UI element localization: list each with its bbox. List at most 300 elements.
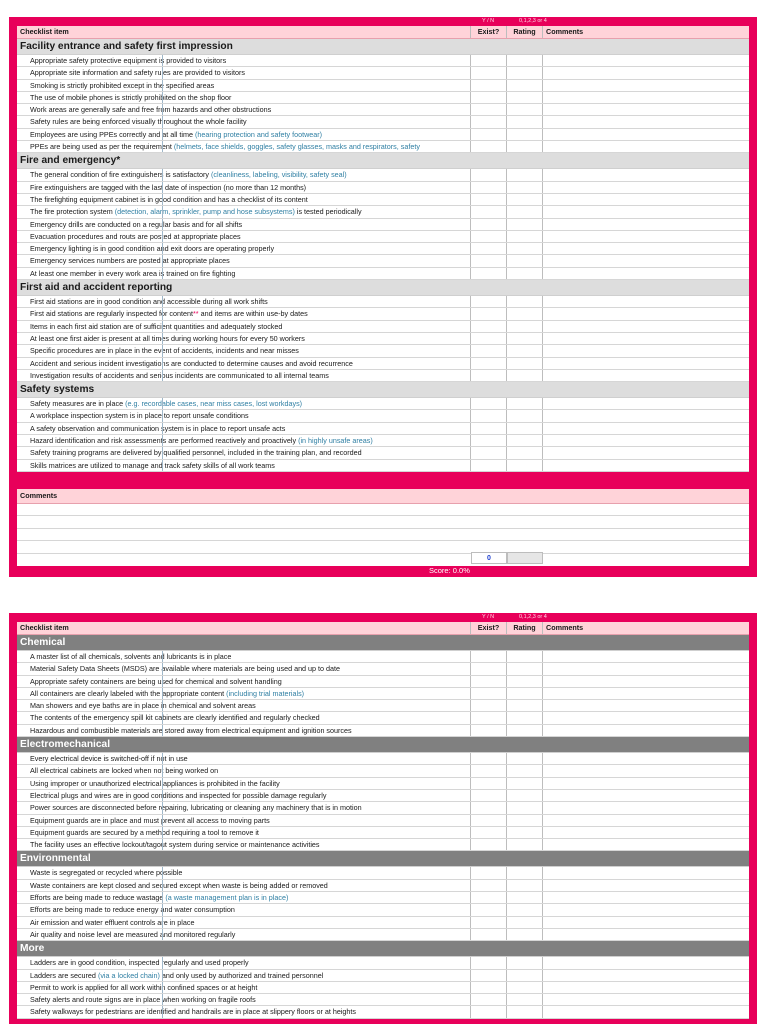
exist-cell[interactable]	[471, 333, 507, 344]
comment-cell[interactable]	[543, 725, 749, 736]
rating-cell[interactable]	[507, 333, 543, 344]
column-guide	[162, 296, 163, 307]
exist-cell[interactable]	[471, 827, 507, 838]
rating-cell[interactable]	[507, 778, 543, 789]
column-guide	[162, 778, 163, 789]
checklist-row	[17, 333, 749, 345]
checklist-row	[17, 308, 749, 320]
exist-cell[interactable]	[471, 67, 507, 78]
rating-cell[interactable]	[507, 182, 543, 193]
exist-cell[interactable]	[471, 129, 507, 140]
rating-cell[interactable]	[507, 92, 543, 103]
rating-cell[interactable]	[507, 651, 543, 662]
rating-cell[interactable]	[507, 55, 543, 66]
checklist-row	[17, 929, 749, 941]
section-title: More	[17, 941, 749, 957]
exist-cell[interactable]	[471, 231, 507, 242]
exist-cell[interactable]	[471, 243, 507, 254]
item-label: A safety observation and communication system is in place to report unsafe acts	[30, 423, 286, 433]
comment-cell[interactable]	[543, 243, 749, 254]
column-guide	[162, 867, 163, 878]
checklist-item-text	[17, 370, 471, 381]
comment-cell[interactable]	[543, 370, 749, 381]
rating-cell[interactable]	[507, 712, 543, 723]
comment-cell[interactable]	[543, 358, 749, 369]
exist-total: 0	[471, 552, 507, 564]
rating-cell[interactable]	[507, 929, 543, 940]
exist-cell[interactable]	[471, 982, 507, 993]
rating-cell[interactable]	[507, 970, 543, 981]
rating-cell[interactable]	[507, 370, 543, 381]
comment-cell[interactable]	[543, 345, 749, 356]
comment-cell[interactable]	[543, 700, 749, 711]
exist-cell[interactable]	[471, 206, 507, 217]
rating-total	[507, 552, 543, 564]
item-label: At least one first aider is present at all times during working hours for every 50 workers	[30, 333, 305, 343]
item-label: The fire protection system	[30, 207, 115, 217]
checklist-item-text	[17, 892, 471, 903]
checklist-item-text	[17, 712, 471, 723]
item-label: Equipment guards are in place and must prevent all access to moving parts	[30, 815, 270, 825]
checklist-item-text	[17, 982, 471, 993]
checklist-item-text	[17, 839, 471, 850]
comment-cell[interactable]	[543, 268, 749, 279]
comment-cell[interactable]	[543, 994, 749, 1005]
exist-cell[interactable]	[471, 55, 507, 66]
checklist-row	[17, 778, 749, 790]
checklist-item-text	[17, 219, 471, 230]
comment-cell[interactable]	[543, 410, 749, 421]
comments-line[interactable]	[17, 529, 749, 541]
checklist-item-text	[17, 790, 471, 801]
score-label: Score:	[429, 566, 451, 575]
exist-cell[interactable]	[471, 141, 507, 152]
comments-line[interactable]	[17, 516, 749, 528]
exist-cell[interactable]	[471, 815, 507, 826]
exist-cell[interactable]	[471, 802, 507, 813]
column-guide	[162, 67, 163, 78]
item-label-tail: is tested periodically	[294, 207, 362, 217]
exist-cell[interactable]	[471, 917, 507, 928]
header-rating: Rating	[507, 26, 543, 38]
checklist-row	[17, 55, 749, 67]
exist-cell[interactable]	[471, 255, 507, 266]
legend-yn: Y / N	[482, 18, 495, 24]
item-label: The facility uses an effective lockout/tagout system during service or maintenance activities	[30, 840, 320, 850]
column-guide	[162, 308, 163, 319]
comment-cell[interactable]	[543, 308, 749, 319]
comment-cell[interactable]	[543, 880, 749, 891]
rating-cell[interactable]	[507, 129, 543, 140]
rating-cell[interactable]	[507, 308, 543, 319]
comment-cell[interactable]	[543, 219, 749, 230]
item-label: First aid stations are regularly inspected for content	[30, 309, 193, 319]
exist-cell[interactable]	[471, 970, 507, 981]
comment-cell[interactable]	[543, 398, 749, 409]
item-label: The firefighting equipment cabinet is in good condition and has a checklist of its content	[30, 194, 308, 204]
item-label: Work areas are generally safe and free from hazards and other obstructions	[30, 105, 272, 115]
exist-cell[interactable]	[471, 765, 507, 776]
checklist-row	[17, 663, 749, 675]
checklist-row	[17, 116, 749, 128]
item-label: Equipment guards are secured by a method requiring a tool to remove it	[30, 827, 259, 837]
exist-cell[interactable]	[471, 651, 507, 662]
rating-cell[interactable]	[507, 802, 543, 813]
rating-cell[interactable]	[507, 243, 543, 254]
checklist-row	[17, 410, 749, 422]
comment-cell[interactable]	[543, 231, 749, 242]
rating-cell[interactable]	[507, 104, 543, 115]
checklist-row	[17, 296, 749, 308]
checklist-item-text	[17, 802, 471, 813]
exist-cell[interactable]	[471, 169, 507, 180]
rating-cell[interactable]	[507, 296, 543, 307]
rating-cell[interactable]	[507, 994, 543, 1005]
checklist-item-text	[17, 423, 471, 434]
comment-cell[interactable]	[543, 460, 749, 471]
comment-cell[interactable]	[543, 778, 749, 789]
rating-cell[interactable]	[507, 460, 543, 471]
rating-cell[interactable]	[507, 116, 543, 127]
exist-cell[interactable]	[471, 116, 507, 127]
column-guide	[162, 104, 163, 115]
rating-cell[interactable]	[507, 700, 543, 711]
exist-cell[interactable]	[471, 460, 507, 471]
checklist-table	[17, 622, 749, 1019]
item-label: Efforts are being made to reduce wastage	[30, 893, 166, 903]
rating-cell[interactable]	[507, 892, 543, 903]
item-label: Using improper or unauthorized electrical appliances is prohibited in the facility	[30, 778, 280, 788]
exist-cell[interactable]	[471, 839, 507, 850]
checklist-item-text	[17, 880, 471, 891]
comment-cell[interactable]	[543, 169, 749, 180]
rating-cell[interactable]	[507, 765, 543, 776]
column-guide	[162, 982, 163, 993]
comment-cell[interactable]	[543, 206, 749, 217]
comment-cell[interactable]	[543, 321, 749, 332]
checklist-row	[17, 917, 749, 929]
rating-cell[interactable]	[507, 398, 543, 409]
column-guide	[162, 815, 163, 826]
rating-cell[interactable]	[507, 1006, 543, 1017]
rating-cell[interactable]	[507, 169, 543, 180]
column-guide	[162, 892, 163, 903]
exist-cell[interactable]	[471, 957, 507, 968]
checklist-item-text	[17, 182, 471, 193]
exist-cell[interactable]	[471, 1006, 507, 1017]
rating-cell[interactable]	[507, 447, 543, 458]
exist-cell[interactable]	[471, 345, 507, 356]
checklist-item-text	[17, 815, 471, 826]
checklist-row	[17, 92, 749, 104]
comment-cell[interactable]	[543, 929, 749, 940]
item-label: All containers are clearly labeled with the appropriate content	[30, 688, 227, 698]
exist-cell[interactable]	[471, 80, 507, 91]
rating-cell[interactable]	[507, 231, 543, 242]
comment-cell[interactable]	[543, 904, 749, 915]
checklist-row	[17, 370, 749, 382]
checklist-table	[17, 26, 749, 472]
item-label: Material Safety Data Sheets (MSDS) are available where materials are being used and up to date	[30, 664, 341, 674]
rating-cell[interactable]	[507, 839, 543, 850]
comment-cell[interactable]	[543, 712, 749, 723]
item-note: (helmets, face shields, goggles, safety glasses, masks and respirators, safety	[173, 142, 420, 152]
comment-cell[interactable]	[543, 141, 749, 152]
comment-cell[interactable]	[543, 957, 749, 968]
comment-cell[interactable]	[543, 827, 749, 838]
comment-cell[interactable]	[543, 116, 749, 127]
exist-cell[interactable]	[471, 182, 507, 193]
item-label: Electrical plugs and wires are in good conditions and inspected for possible damage regularly	[30, 790, 327, 800]
comment-cell[interactable]	[543, 92, 749, 103]
exist-cell[interactable]	[471, 676, 507, 687]
column-guide	[162, 206, 163, 217]
rating-cell[interactable]	[507, 957, 543, 968]
item-label: Safety walkways for pedestrians are identified and handrails are in place at slippery floors or at heights	[30, 1007, 357, 1017]
comment-cell[interactable]	[543, 663, 749, 674]
checklist-item-text	[17, 1006, 471, 1017]
column-guide	[162, 255, 163, 266]
checklist-row	[17, 651, 749, 663]
checklist-item-text	[17, 169, 471, 180]
rating-cell[interactable]	[507, 917, 543, 928]
comment-cell[interactable]	[543, 435, 749, 446]
item-label: Skills matrices are utilized to manage and track safety skills of all work teams	[30, 460, 275, 470]
checklist-row	[17, 892, 749, 904]
comment-cell[interactable]	[543, 423, 749, 434]
checklist-row	[17, 700, 749, 712]
rating-cell[interactable]	[507, 358, 543, 369]
column-guide	[162, 268, 163, 279]
header-comments: Comments	[546, 623, 584, 632]
rating-cell[interactable]	[507, 268, 543, 279]
comment-cell[interactable]	[543, 982, 749, 993]
comment-cell[interactable]	[543, 676, 749, 687]
exist-cell[interactable]	[471, 194, 507, 205]
section-title: Chemical	[17, 635, 749, 651]
checklist-item-text	[17, 398, 471, 409]
rating-cell[interactable]	[507, 435, 543, 446]
item-label: First aid stations are in good condition and accessible during all work shifts	[30, 297, 268, 307]
checklist-row	[17, 688, 749, 700]
checklist-row	[17, 982, 749, 994]
rating-cell[interactable]	[507, 663, 543, 674]
item-label: Safety alerts and route signs are in place when working on fragile roofs	[30, 995, 256, 1005]
rating-cell[interactable]	[507, 255, 543, 266]
comment-cell[interactable]	[543, 194, 749, 205]
item-label: Emergency drills are conducted on a regular basis and for all shifts	[30, 219, 243, 229]
checklist-item-text	[17, 410, 471, 421]
exist-cell[interactable]	[471, 268, 507, 279]
rating-cell[interactable]	[507, 725, 543, 736]
exist-cell[interactable]	[471, 753, 507, 764]
exist-cell[interactable]	[471, 358, 507, 369]
checklist-item-text	[17, 268, 471, 279]
rating-cell[interactable]	[507, 423, 543, 434]
column-guide	[162, 1006, 163, 1017]
exist-cell[interactable]	[471, 725, 507, 736]
rating-cell[interactable]	[507, 67, 543, 78]
legend-yn: Y / N	[482, 614, 495, 620]
exist-cell[interactable]	[471, 929, 507, 940]
rating-cell[interactable]	[507, 904, 543, 915]
rating-cell[interactable]	[507, 753, 543, 764]
checklist-item-text	[17, 460, 471, 471]
checklist-row	[17, 790, 749, 802]
column-guide	[162, 765, 163, 776]
checklist-row	[17, 321, 749, 333]
checklist-row	[17, 447, 749, 459]
column-guide	[162, 929, 163, 940]
section-title: Environmental	[17, 851, 749, 867]
checklist-row	[17, 867, 749, 879]
column-guide	[162, 194, 163, 205]
comment-cell[interactable]	[543, 651, 749, 662]
rating-cell[interactable]	[507, 867, 543, 878]
rating-cell[interactable]	[507, 206, 543, 217]
exist-cell[interactable]	[471, 370, 507, 381]
comment-cell[interactable]	[543, 67, 749, 78]
exist-cell[interactable]	[471, 867, 507, 878]
column-guide	[162, 92, 163, 103]
rating-cell[interactable]	[507, 410, 543, 421]
exist-cell[interactable]	[471, 712, 507, 723]
exist-cell[interactable]	[471, 398, 507, 409]
comment-cell[interactable]	[543, 839, 749, 850]
exist-cell[interactable]	[471, 880, 507, 891]
exist-cell[interactable]	[471, 663, 507, 674]
legend-rating: 0,1,2,3 or 4	[519, 18, 547, 24]
checklist-item-text	[17, 700, 471, 711]
comment-cell[interactable]	[543, 80, 749, 91]
exist-cell[interactable]	[471, 104, 507, 115]
rating-cell[interactable]	[507, 982, 543, 993]
rating-cell[interactable]	[507, 815, 543, 826]
comment-cell[interactable]	[543, 129, 749, 140]
checklist-item-text	[17, 129, 471, 140]
rating-cell[interactable]	[507, 676, 543, 687]
exist-cell[interactable]	[471, 423, 507, 434]
exist-cell[interactable]	[471, 778, 507, 789]
checklist-row	[17, 435, 749, 447]
item-label: Air quality and noise level are measured and monitored regularly	[30, 929, 236, 939]
item-label: Hazard identification and risk assessments are performed reactively and proactively	[30, 436, 299, 446]
header-checklist-item: Checklist item	[17, 622, 471, 634]
comment-cell[interactable]	[543, 765, 749, 776]
comments-line[interactable]	[17, 504, 749, 516]
checklist-item-text	[17, 92, 471, 103]
score-readout	[429, 566, 470, 575]
rating-cell[interactable]	[507, 827, 543, 838]
checklist-item-text	[17, 321, 471, 332]
exist-cell[interactable]	[471, 447, 507, 458]
comment-cell[interactable]	[543, 688, 749, 699]
exist-cell[interactable]	[471, 994, 507, 1005]
checklist-item-text	[17, 957, 471, 968]
comment-cell[interactable]	[543, 447, 749, 458]
column-guide	[162, 460, 163, 471]
checklist-item-text	[17, 970, 471, 981]
item-note: (cleanliness, labeling, visibility, safety seal)	[210, 170, 347, 180]
checklist-item-text	[17, 688, 471, 699]
exist-cell[interactable]	[471, 688, 507, 699]
comment-cell[interactable]	[543, 790, 749, 801]
exist-cell[interactable]	[471, 219, 507, 230]
checklist-row	[17, 765, 749, 777]
checklist-item-text	[17, 447, 471, 458]
exist-cell[interactable]	[471, 321, 507, 332]
comment-cell[interactable]	[543, 815, 749, 826]
column-guide	[162, 957, 163, 968]
exist-cell[interactable]	[471, 308, 507, 319]
exist-cell[interactable]	[471, 92, 507, 103]
checklist-row	[17, 219, 749, 231]
score-value: 0.0%	[452, 566, 470, 575]
comment-cell[interactable]	[543, 917, 749, 928]
exist-cell[interactable]	[471, 892, 507, 903]
rating-cell[interactable]	[507, 790, 543, 801]
item-note: (including trial materials)	[226, 688, 305, 698]
comment-cell[interactable]	[543, 753, 749, 764]
exist-cell[interactable]	[471, 790, 507, 801]
rating-cell[interactable]	[507, 80, 543, 91]
exist-cell[interactable]	[471, 904, 507, 915]
checklist-item-text	[17, 80, 471, 91]
rating-cell[interactable]	[507, 880, 543, 891]
exist-cell[interactable]	[471, 410, 507, 421]
checklist-item-text	[17, 67, 471, 78]
comment-cell[interactable]	[543, 867, 749, 878]
comment-cell[interactable]	[543, 970, 749, 981]
exist-cell[interactable]	[471, 296, 507, 307]
comment-cell[interactable]	[543, 255, 749, 266]
comment-cell[interactable]	[543, 104, 749, 115]
item-label: Ladders are secured	[30, 970, 98, 980]
column-guide	[162, 55, 163, 66]
exist-cell[interactable]	[471, 435, 507, 446]
comment-cell[interactable]	[543, 1006, 749, 1017]
column-guide	[162, 802, 163, 813]
rating-cell[interactable]	[507, 141, 543, 152]
header-comments: Comments	[546, 27, 584, 36]
comment-cell[interactable]	[543, 182, 749, 193]
rating-cell[interactable]	[507, 345, 543, 356]
checklist-row	[17, 358, 749, 370]
comment-cell[interactable]	[543, 55, 749, 66]
checklist-item-text	[17, 917, 471, 928]
item-label: PPEs are being used as per the requirement	[30, 142, 174, 152]
rating-cell[interactable]	[507, 688, 543, 699]
rating-cell[interactable]	[507, 194, 543, 205]
item-label: Emergency lighting is in good condition and exit doors are operating properly	[30, 244, 275, 254]
section-title: Electromechanical	[17, 737, 749, 753]
rating-cell[interactable]	[507, 219, 543, 230]
column-guide	[162, 651, 163, 662]
checklist-item-text	[17, 296, 471, 307]
rating-cell[interactable]	[507, 321, 543, 332]
column-guide	[162, 904, 163, 915]
checklist-row	[17, 460, 749, 472]
comment-cell[interactable]	[543, 296, 749, 307]
comment-cell[interactable]	[543, 802, 749, 813]
column-guide	[162, 116, 163, 127]
comment-cell[interactable]	[543, 892, 749, 903]
item-label: Appropriate site information and safety rules are provided to visitors	[30, 68, 245, 78]
comment-cell[interactable]	[543, 333, 749, 344]
exist-cell[interactable]	[471, 700, 507, 711]
item-label: Appropriate safety protective equipment is provided to visitors	[30, 56, 227, 65]
checklist-row	[17, 169, 749, 181]
